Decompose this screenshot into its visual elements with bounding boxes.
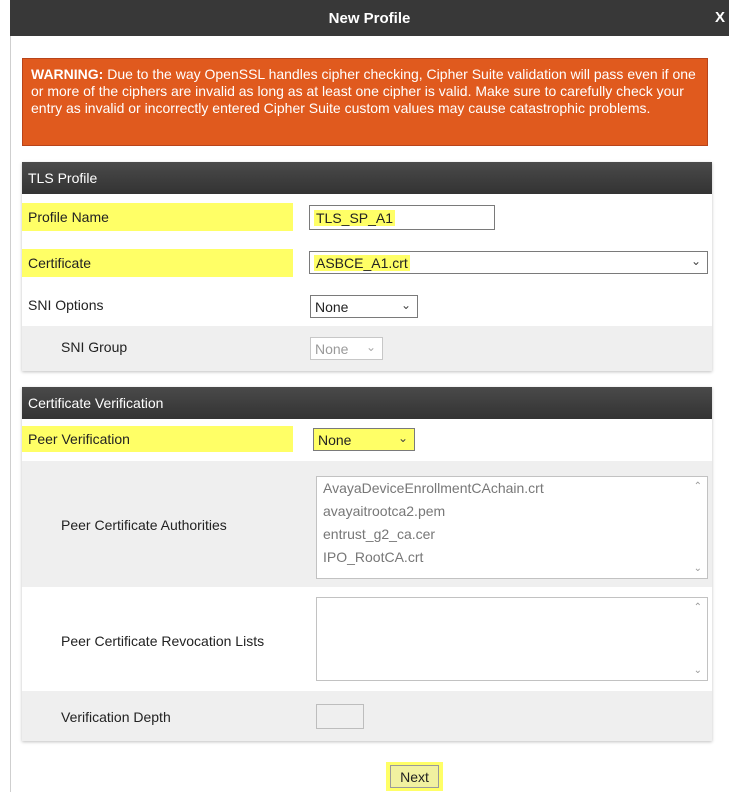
tls-profile-panel <box>22 162 712 371</box>
warning-text: Due to the way OpenSSL handles cipher checking, Cipher Suite validation will pass even if one or more of the ciphers are invalid as long as at least one cipher is valid. Make sure to carefully check your entry as invalid or incorrectly entered Cipher Suite custom values may cause catastrophic problems. <box>31 66 696 116</box>
sni-group-value: None <box>315 340 349 357</box>
certificate-label: Certificate <box>22 249 293 277</box>
peer-crl-label: Peer Certificate Revocation Lists <box>61 633 265 649</box>
scroll-up-icon[interactable]: ⌃ <box>693 481 702 492</box>
peer-verification-label: Peer Verification <box>22 426 293 452</box>
peer-crl-listbox[interactable] <box>316 597 708 681</box>
chevron-down-icon: ⌄ <box>690 254 701 268</box>
list-item[interactable]: IPO_RootCA.crt <box>323 549 424 565</box>
profile-name-label: Profile Name <box>22 203 293 231</box>
cert-verification-panel <box>22 387 712 741</box>
certificate-row <box>22 240 712 286</box>
list-item[interactable]: AvayaDeviceEnrollmentCAchain.crt <box>323 480 544 496</box>
peer-verification-select[interactable] <box>313 428 415 451</box>
sni-options-select[interactable] <box>310 295 418 318</box>
verification-depth-input <box>316 704 364 729</box>
certificate-value: ASBCE_A1.crt <box>316 254 408 271</box>
profile-name-value: TLS_SP_A1 <box>316 209 394 226</box>
dialog-title-bar <box>10 0 729 36</box>
profile-name-input[interactable] <box>309 205 495 230</box>
sni-group-label: SNI Group <box>61 339 128 355</box>
dialog-title: New Profile <box>328 9 411 27</box>
next-button-highlight <box>386 762 443 791</box>
sni-options-value: None <box>315 298 349 315</box>
warning-banner <box>22 58 708 146</box>
chevron-down-icon: ⌄ <box>397 431 408 445</box>
peer-ca-listbox[interactable] <box>316 476 708 579</box>
sni-group-row <box>22 326 712 370</box>
verification-depth-row <box>22 691 712 741</box>
scroll-up-icon[interactable]: ⌃ <box>693 602 702 613</box>
close-icon[interactable]: X <box>714 9 725 26</box>
list-item[interactable]: entrust_g2_ca.cer <box>323 526 436 542</box>
certificate-select[interactable] <box>309 251 708 274</box>
scroll-down-icon[interactable]: ⌄ <box>693 563 702 574</box>
peer-verification-value: None <box>318 431 352 448</box>
profile-name-row <box>22 194 712 240</box>
sni-options-label: SNI Options <box>28 297 104 313</box>
peer-ca-label: Peer Certificate Authorities <box>61 517 227 533</box>
list-item[interactable]: avayaitrootca2.pem <box>323 503 446 519</box>
dialog-left-border <box>10 36 11 792</box>
sni-options-row <box>22 286 712 326</box>
next-button[interactable]: Next <box>390 765 439 788</box>
chevron-down-icon: ⌄ <box>365 340 376 354</box>
verification-depth-label: Verification Depth <box>61 709 171 725</box>
tls-profile-header: TLS Profile <box>22 162 712 194</box>
sni-group-select <box>310 337 383 360</box>
warning-lead: WARNING: <box>31 66 104 82</box>
scroll-down-icon[interactable]: ⌄ <box>693 665 702 676</box>
peer-ca-row <box>22 461 712 587</box>
peer-verification-row <box>22 419 712 461</box>
chevron-down-icon: ⌄ <box>400 298 411 312</box>
cert-verification-header: Certificate Verification <box>22 387 712 419</box>
peer-crl-row <box>22 587 712 691</box>
